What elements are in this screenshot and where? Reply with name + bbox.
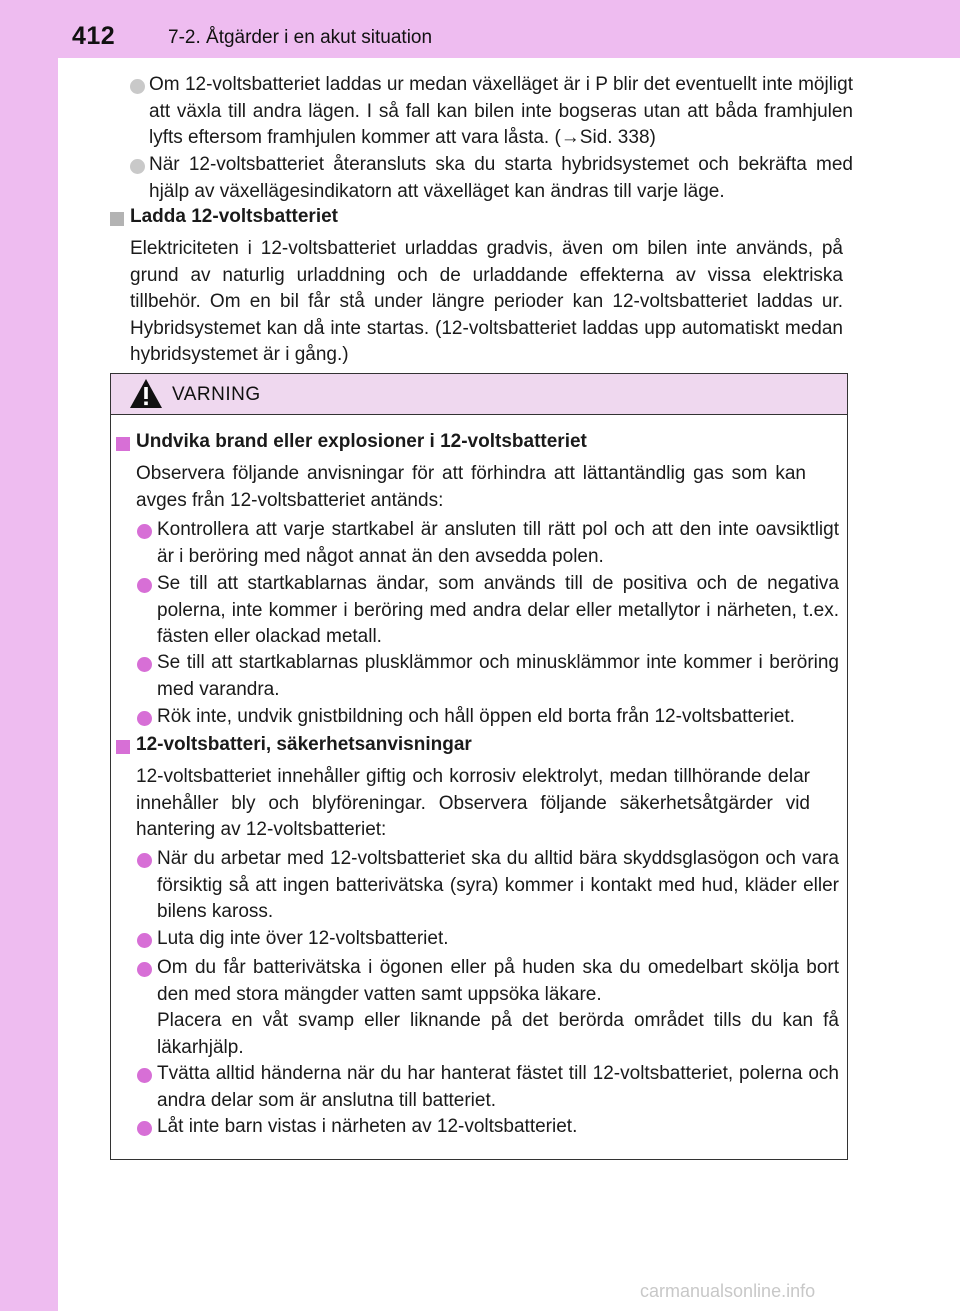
warning-s1-bullet-2: Se till att startkablarnas ändar, som används till de positiva och de negativa polerna, inte kommer i beröring med andra delar eller metallytor i närheten, t.ex. fästen eller olackad metall. <box>157 573 839 647</box>
warning-s2-bullet-1: När du arbetar med 12-voltsbatteriet ska du alltid bära skyddsglasögon och vara försiktig så att ingen batterivätska (syra) kommer i kontakt med hud, kläder eller bilens kaross. <box>157 848 839 922</box>
top-bullet-2: När 12-voltsbatteriet återansluts ska du starta hybridsystemet och bekräfta med hjälp av växellägesindikatorn att växelläget kan ändras till varje läge. <box>149 154 853 202</box>
warning-section1-heading: Undvika brand eller explosioner i 12-voltsbatteriet <box>136 431 587 452</box>
bullet-dot <box>137 1068 152 1083</box>
warning-section2-intro: 12-voltsbatteriet innehåller giftig och korrosiv elektrolyt, medan tillhörande delar innehåller bly och blyföreningar. Observera följande säkerhetsåtgärder vid hantering av 12-voltsbatteriet: <box>136 766 810 840</box>
warning-s2-bullet-3: Om du får batterivätska i ögonen eller på huden ska du omedelbart skölja bort den med stora mängder vatten samt uppsöka läkare. <box>157 957 839 1005</box>
bullet-dot <box>130 79 145 94</box>
warning-s2-bullet-2: Luta dig inte över 12-voltsbatteriet. <box>157 928 449 949</box>
bullet-dot <box>137 657 152 672</box>
section-square-icon <box>116 437 130 451</box>
warning-header <box>111 374 847 415</box>
page-number: 412 <box>72 22 116 50</box>
warning-s1-bullet-3: Se till att startkablarnas plusklämmor och minusklämmor inte kommer i beröring med varandra. <box>157 652 839 700</box>
charge-heading: Ladda 12-voltsbatteriet <box>130 206 338 227</box>
warning-s1-bullet-1: Kontrollera att varje startkabel är ansluten till rätt pol och att den inte oavsiktligt är i beröring med något annat än den avsedda polen. <box>157 519 839 567</box>
warning-s2-bullet-5: Låt inte barn vistas i närheten av 12-voltsbatteriet. <box>157 1116 578 1137</box>
watermark: carmanualsonline.info <box>640 1281 816 1301</box>
bullet-dot <box>130 159 145 174</box>
warning-triangle-icon <box>129 378 163 409</box>
warning-s1-bullet-4: Rök inte, undvik gnistbildning och håll öppen eld borta från 12-voltsbatteriet. <box>157 706 795 727</box>
bullet-dot <box>137 711 152 726</box>
top-bullet-1: Om 12-voltsbatteriet laddas ur medan växelläget är i P blir det eventuellt inte möjligt att växla till andra lägen. I så fall kan bilen inte bogseras utan att båda framhjulen lyfts eftersom framhjulen kommer att vara låsta. (→Sid. 338) <box>149 74 853 148</box>
warning-s2-bullet-4: Tvätta alltid händerna när du har hanterat fästet till 12-voltsbatteriet, polerna och andra delar som är anslutna till batteriet. <box>157 1063 839 1111</box>
warning-title: VARNING <box>172 384 261 405</box>
section-title: 7-2. Åtgärder i en akut situation <box>168 27 433 48</box>
bullet-dot <box>137 1121 152 1136</box>
bullet-dot <box>137 524 152 539</box>
side-margin-band <box>0 0 58 1311</box>
charge-body: Elektriciteten i 12-voltsbatteriet urladdas gradvis, även om bilen inte används, på grund av naturlig urladdning och de urladdande effekterna av vissa elektriska tillbehör. Om en bil får stå under längre perioder kan 12-voltsbatteriet laddas ur. Hybridsystemet kan då inte startas. (12-voltsbatteriet laddas upp automatiskt medan hybridsystemet är i gång.) <box>130 238 843 365</box>
warning-section2-heading: 12-voltsbatteri, säkerhetsanvisningar <box>136 734 472 755</box>
warning-section1-intro: Observera följande anvisningar för att förhindra att lättantändlig gas som kan avges från 12-voltsbatteriet antänds: <box>136 463 806 511</box>
warning-s2-bullet-3-continued: Placera en våt svamp eller liknande på det berörda området tills du kan få läkarhjälp. <box>157 1010 839 1058</box>
bullet-dot <box>137 578 152 593</box>
section-square-icon <box>116 740 130 754</box>
bullet-dot <box>137 962 152 977</box>
section-square-icon <box>110 212 124 226</box>
bullet-dot <box>137 933 152 948</box>
bullet-dot <box>137 853 152 868</box>
